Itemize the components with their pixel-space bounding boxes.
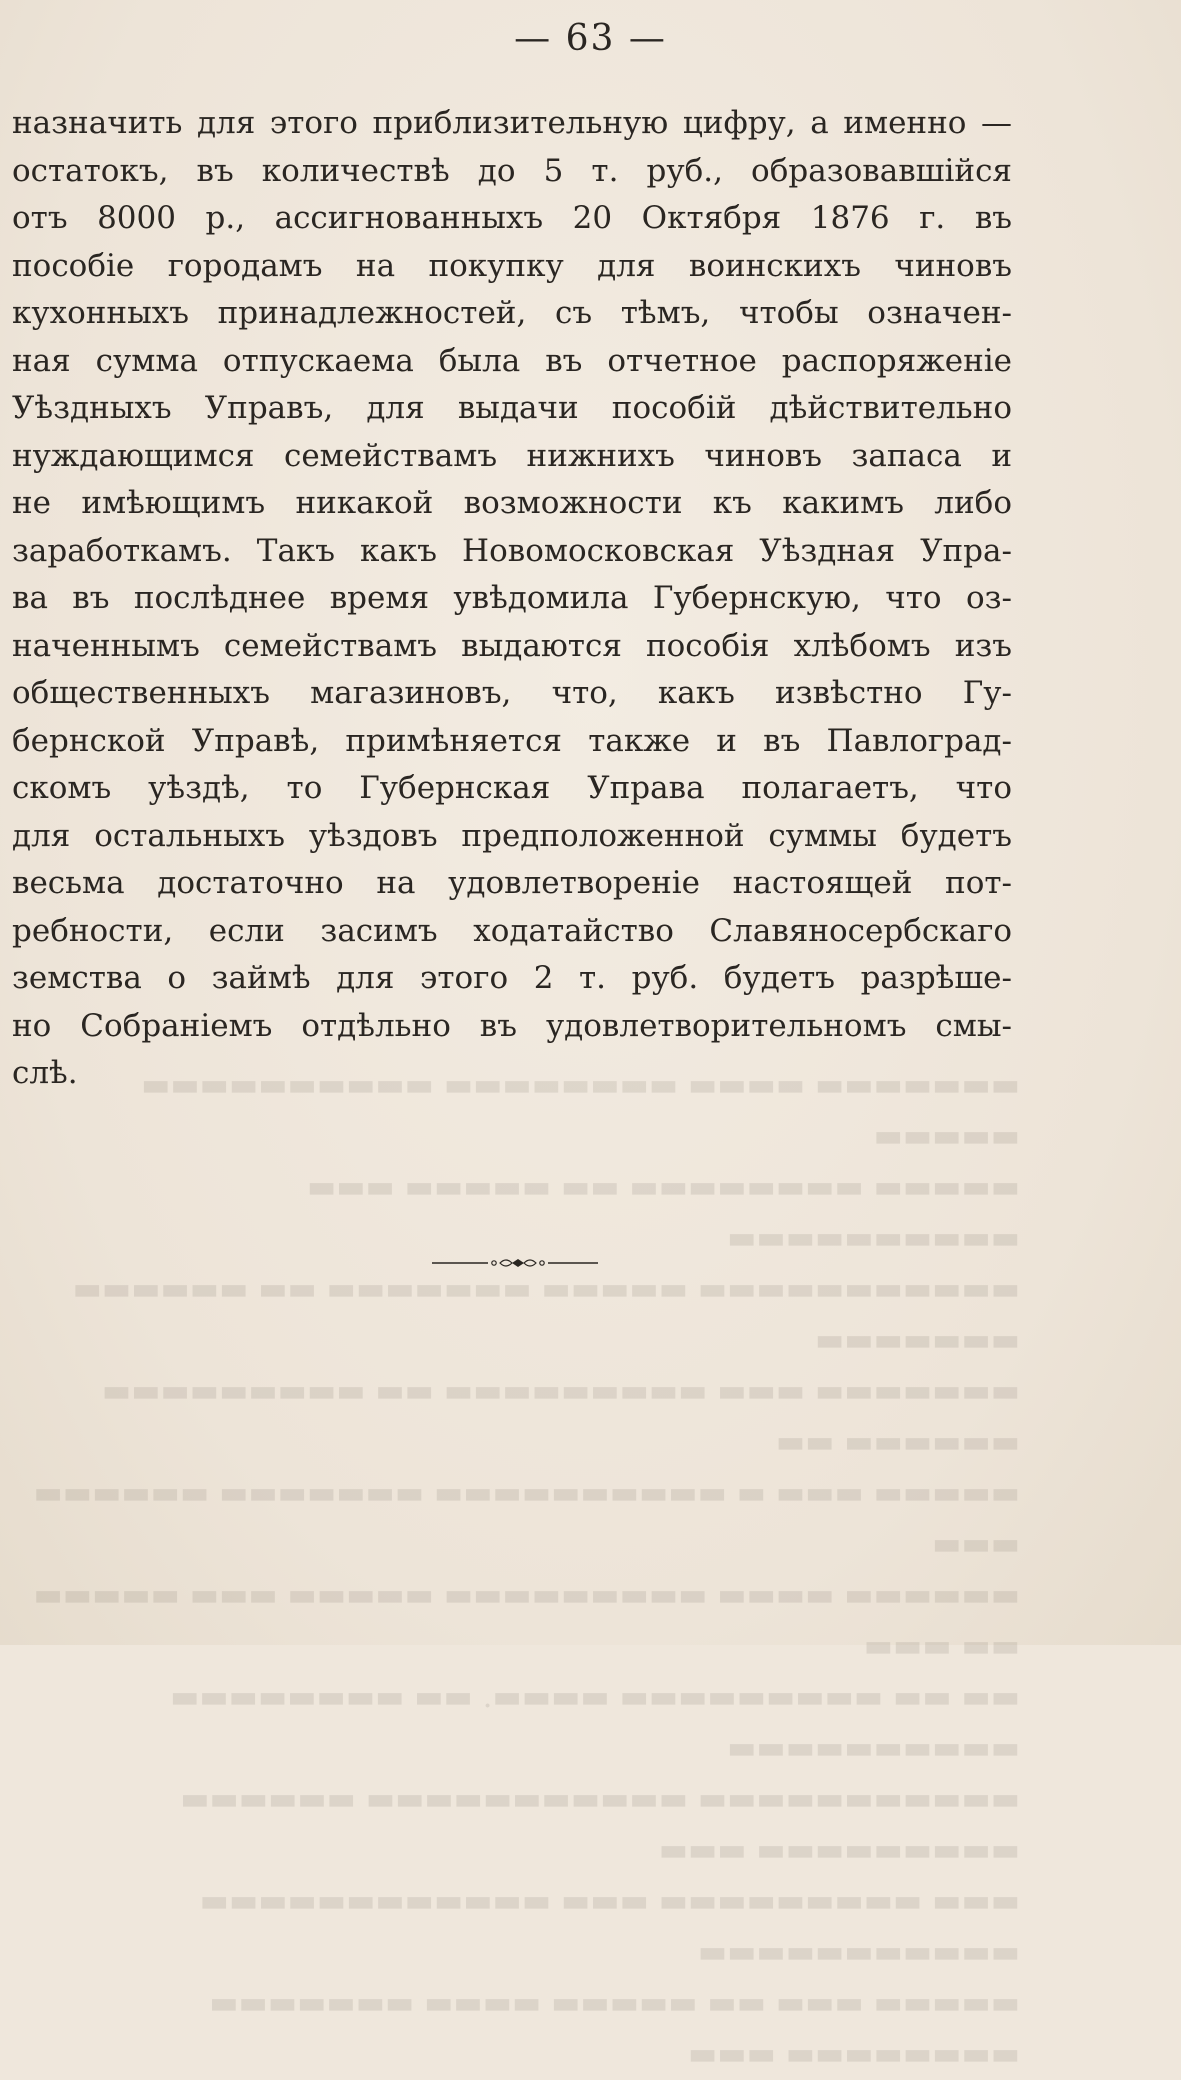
text-line: пособіе городамъ на покупку для воинскихъ чиновъ [12,247,1012,284]
text-line: весьма достаточно на удовлетвореніе настоящей пот- [12,865,1012,901]
text-line: скомъ уѣздѣ, то Губернская Управа полагаетъ, что [12,770,1012,806]
section-end-ornament [430,1256,600,1270]
text-line: для остальныхъ уѣздовъ предположенной суммы будетъ [12,817,1012,854]
text-line: ная сумма отпускаема была въ отчетное распоряженіе [12,342,1012,379]
text-line: земства о займѣ для этого 2 т. руб. будетъ разрѣше- [12,960,1012,996]
text-line: нуждающимся семействамъ нижнихъ чиновъ запаса и [12,437,1012,474]
text-line: ребности, если засимъ ходатайство Славяносербскаго [12,912,1012,949]
text-line: назначить для этого приблизительную цифру, а именно — [12,105,1012,141]
text-line: слѣ. [12,1055,78,1091]
text-line: кухонныхъ принадлежностей, съ тѣмъ, чтобы означен- [12,295,1012,331]
text-line: не имѣющимъ никакой возможности къ какимъ либо [12,485,1012,521]
body-text [12,100,1012,1098]
text-line: но Собраніемъ отдѣльно въ удовлетворительномъ смы- [12,1007,1012,1044]
text-line: общественныхъ магазиновъ, что, какъ извѣстно Гу- [12,675,1012,711]
text-line: остатокъ, въ количествѣ до 5 т. руб., образовавшійся [12,152,1012,189]
text-line: наченнымъ семействамъ выдаются пособія хлѣбомъ изъ [12,627,1012,664]
page-number: — 63 — [514,18,667,59]
text-line: ва въ послѣднее время увѣдомила Губернскую, что оз- [12,580,1012,616]
text-line: Уѣздныхъ Управъ, для выдачи пособій дѣйствительно [12,390,1012,426]
bleed-through-texture: ▬▬▬▬▬▬▬ ▬▬▬▬ ▬▬▬▬▬▬▬▬ ▬▬▬▬▬▬▬▬▬▬ ▬▬▬▬▬ ▬▬▬▬▬ ▬▬▬▬▬▬▬▬ ▬▬ ▬▬▬▬▬ ▬▬▬ ▬▬▬▬▬▬▬▬▬▬ ▬▬▬▬▬▬▬▬▬▬▬ ▬▬▬▬▬ ▬▬▬▬▬▬▬ ▬▬ ▬▬▬▬▬▬ ▬▬▬▬▬▬▬ ▬▬▬▬▬▬▬ ▬▬▬ ▬▬▬▬▬▬▬▬▬ ▬▬ ▬▬▬▬▬▬▬▬▬ ▬▬▬▬▬▬ ▬▬ ▬▬▬▬▬ ▬▬▬ ▬ ▬▬▬▬▬▬▬▬▬▬ ▬▬▬▬▬▬▬ ▬▬▬▬▬▬ ▬▬▬ ▬▬▬▬▬▬ ▬▬▬▬ ▬▬▬▬▬▬▬▬▬ ▬▬▬▬▬ ▬▬▬ ▬▬▬▬▬ ▬▬ ▬▬▬ ▬▬ ▬▬ ▬▬▬▬▬▬▬▬▬ ▬▬▬▬. ▬▬ ▬▬▬▬▬▬▬▬ ▬▬▬▬▬▬▬▬▬▬ ▬▬▬▬▬▬▬▬▬▬▬ ▬▬▬▬▬▬▬▬▬▬▬ ▬▬▬▬▬▬ ▬▬▬▬▬▬▬▬▬ ▬▬▬ ▬▬▬ ▬▬▬▬▬▬▬▬▬ ▬▬▬ ▬▬▬▬▬▬▬▬▬▬▬▬ ▬▬▬▬▬▬▬▬▬▬▬ ▬▬▬▬▬ ▬▬▬ ▬▬ ▬▬▬▬▬ ▬▬▬▬ ▬▬▬▬▬▬▬ ▬▬▬▬▬▬▬▬ ▬▬▬ [33,1067,1020,2072]
text-line: заработкамъ. Такъ какъ Новомосковская Уѣздная Упра- [12,532,1012,569]
text-line: бернской Управѣ, примѣняется также и въ Павлоград- [12,722,1012,759]
text-line: отъ 8000 р., ассигнованныхъ 20 Октября 1876 г. въ [12,200,1012,236]
